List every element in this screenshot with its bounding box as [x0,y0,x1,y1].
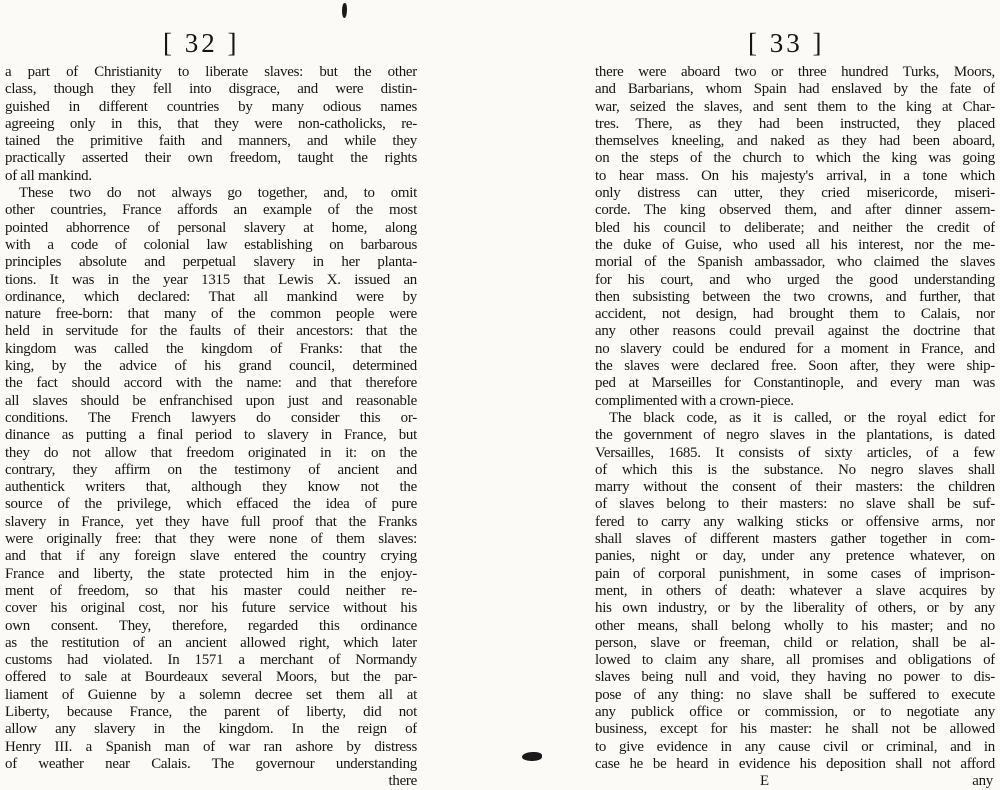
text-line: ment of freedom, so that his master could neither re- [5,582,417,599]
text-line: of all mankind. [5,167,92,184]
text-line: there were aboard two or three hundred Turks, Moors, [595,64,995,80]
text-line: on the steps of the church to which the king was going [595,150,995,167]
text-line: case he be heard in evidence his deposition shall not afford [595,755,995,772]
text-line: the duke of Guise, who used all his interest, nor the me- [595,236,995,253]
page-body [5,64,417,790]
text-line: and that if any foreign slave entered the country crying [5,548,417,565]
text-line: class, though they fell into disgrace, and were distin- [5,81,417,98]
text-line: panies, night or day, under any pretence whatever, on [595,548,995,565]
text-line: accident, not design, had brought them to Calais, nor [595,306,995,323]
text-line: Versailles, 1685. It consists of sixty articles, of a few [595,444,995,461]
text-line: authentick writers that, although they know not the [5,479,417,496]
text-line: then subsisting between the two crowns, and further, that [595,288,995,305]
text-line: all slaves should be enfranchised upon just and reasonable [5,392,417,409]
text-line: were originally free: that they were none of them slaves: [5,531,417,548]
text-line: ordinance, which declared: That all mankind were by [5,288,417,305]
text-line: only distress can utter, they cried misericorde, miseri- [595,185,995,202]
text-line: of weather near Calais. The governour understanding [5,755,417,772]
text-line: the slaves were declared free. Soon after, they were ship- [595,358,995,375]
text-line: dinance as putting a final period to slavery in France, but [5,427,417,444]
text-line: tained the primitive faith and manners, and while they [5,133,417,150]
text-line: for his court, and who urged the good understanding [595,271,995,288]
text-line: principles absolute and perpetual slavery in her planta- [5,254,417,271]
text-line: of slaves belong to their masters: no slave shall be suf- [595,496,995,513]
right-page [500,0,1000,790]
text-line: complimented with a crown-piece. [595,392,794,409]
text-line: own consent. They, therefore, regarded this ordinance [5,617,417,634]
text-line: guished in different countries by many odious names [5,98,417,115]
text-line: customs had violated. In 1571 a merchant of Normandy [5,652,417,669]
text-line: no slavery could be endured for a moment in France, and [595,340,995,357]
text-line: slavery in France, yet they have full proof that the Franks [5,513,417,530]
text-line: the government of negro slaves in the plantations, is dated [595,427,995,444]
text-line: the fact should accord with the name: and that therefore [5,375,417,392]
text-line: pose of any thing: no slave shall be suffered to execute [595,686,995,703]
text-line: bled his council to deliberate; and neither the credit of [595,219,995,236]
text-line: agreeing only in this, that they were non-catholicks, re- [5,115,417,132]
text-line: person, slave or freeman, child or relation, shall be al- [595,634,995,651]
page-footer [595,773,995,790]
text-line: slaves being null and void, they having no power to dis- [595,669,995,686]
text-line: contrary, they affirm on the testimony of ancient and [5,461,417,478]
page-body [595,64,995,790]
text-line: France and liberty, the state protected him in the enjoy- [5,565,417,582]
text-line: cover his original cost, nor his future service without his [5,600,417,617]
text-line: his own industry, or by the liberality of others, or by any [595,600,995,617]
text-line: of which this is the substance. No negro slaves shall [595,461,995,478]
text-line: fered to carry any walking sticks or offensive arms, nor [595,513,995,530]
text-line: war, seized the slaves, and sent them to the king at Char- [595,98,995,115]
text-line: lowed to claim any share, all promises and obligations of [595,652,995,669]
text-line: liament of Guienne by a solemn decree set them all at [5,686,417,703]
text-line: they do not allow that freedom originated in it: on the [5,444,417,461]
text-line: with a code of colonial law establishing on barbarous [5,236,417,253]
text-line: These two do not always go together, and, to omit [19,185,417,202]
text-line: marry without the consent of their masters: the children [595,479,995,496]
text-line: conditions. The French lawyers do consider this or- [5,409,417,426]
text-line: pain of corporal punishment, in some cases of imprison- [595,565,995,582]
text-line: any other reasons could prevail against the doctrine that [595,323,995,340]
catchword: there [388,773,417,790]
text-line: pointed abhorrence of personal slavery at home, along [5,219,417,236]
text-line: ment, in others of death: whatever a slave acquires by [595,582,995,599]
text-line: and Barbarians, whom Spain had enslaved by the fate of [595,81,995,98]
text-line: held in servitude for the faults of their ancestors: that the [5,323,417,340]
text-line: any publick office or commission, or to negotiate any [595,703,995,720]
text-line: to hear mass. On his majesty's arrival, in a tone which [595,167,995,184]
page-number: [ 33 ] [748,28,825,58]
text-line: kingdom was called the kingdom of Franks: that the [5,340,417,357]
catchword: any [972,773,993,790]
text-line: business, except for his master: he shall not be allowed [595,721,995,738]
text-line: shall slaves of different masters gather together in com- [595,531,995,548]
text-line: themselves kneeling, and naked as they had been aboard, [595,133,995,150]
text-line: Liberty, because France, the parent of liberty, did not [5,703,417,720]
text-line: tres. There, as they had been instructed, they placed [595,115,995,132]
text-line: offered to sale at Bourdeaux several Moors, but the par- [5,669,417,686]
signature-mark: E [760,773,769,790]
text-line: Henry III. a Spanish man of war ran ashore by distress [5,738,417,755]
text-line: a part of Christianity to liberate slaves: but the other [5,64,417,80]
text-line: other means, shall belong wholly to his master; and no [595,617,995,634]
text-line: The black code, as it is called, or the royal edict for [609,409,995,426]
text-line: source of the privilege, which effaced the idea of pure [5,496,417,513]
text-line: tions. It was in the year 1315 that Lewis X. issued an [5,271,417,288]
text-line: to give evidence in any cause civil or criminal, and in [595,738,995,755]
text-line: nature free-born: that many of the common people were [5,306,417,323]
text-line: allow any slavery in the kingdom. In the reign of [5,721,417,738]
text-line: king, by the advice of his grand council, determined [5,358,417,375]
text-line: ped at Marseilles for Constantinople, and every man was [595,375,995,392]
text-line: corde. The king observed them, and after dinner assem- [595,202,995,219]
text-line: other countries, France affords an example of the most [5,202,417,219]
text-line: morial of the Spanish ambassador, who claimed the slaves [595,254,995,271]
page-number: [ 32 ] [163,28,240,58]
text-line: practically asserted their own freedom, taught the rights [5,150,417,167]
text-line: as the restitution of an ancient allowed right, which later [5,634,417,651]
